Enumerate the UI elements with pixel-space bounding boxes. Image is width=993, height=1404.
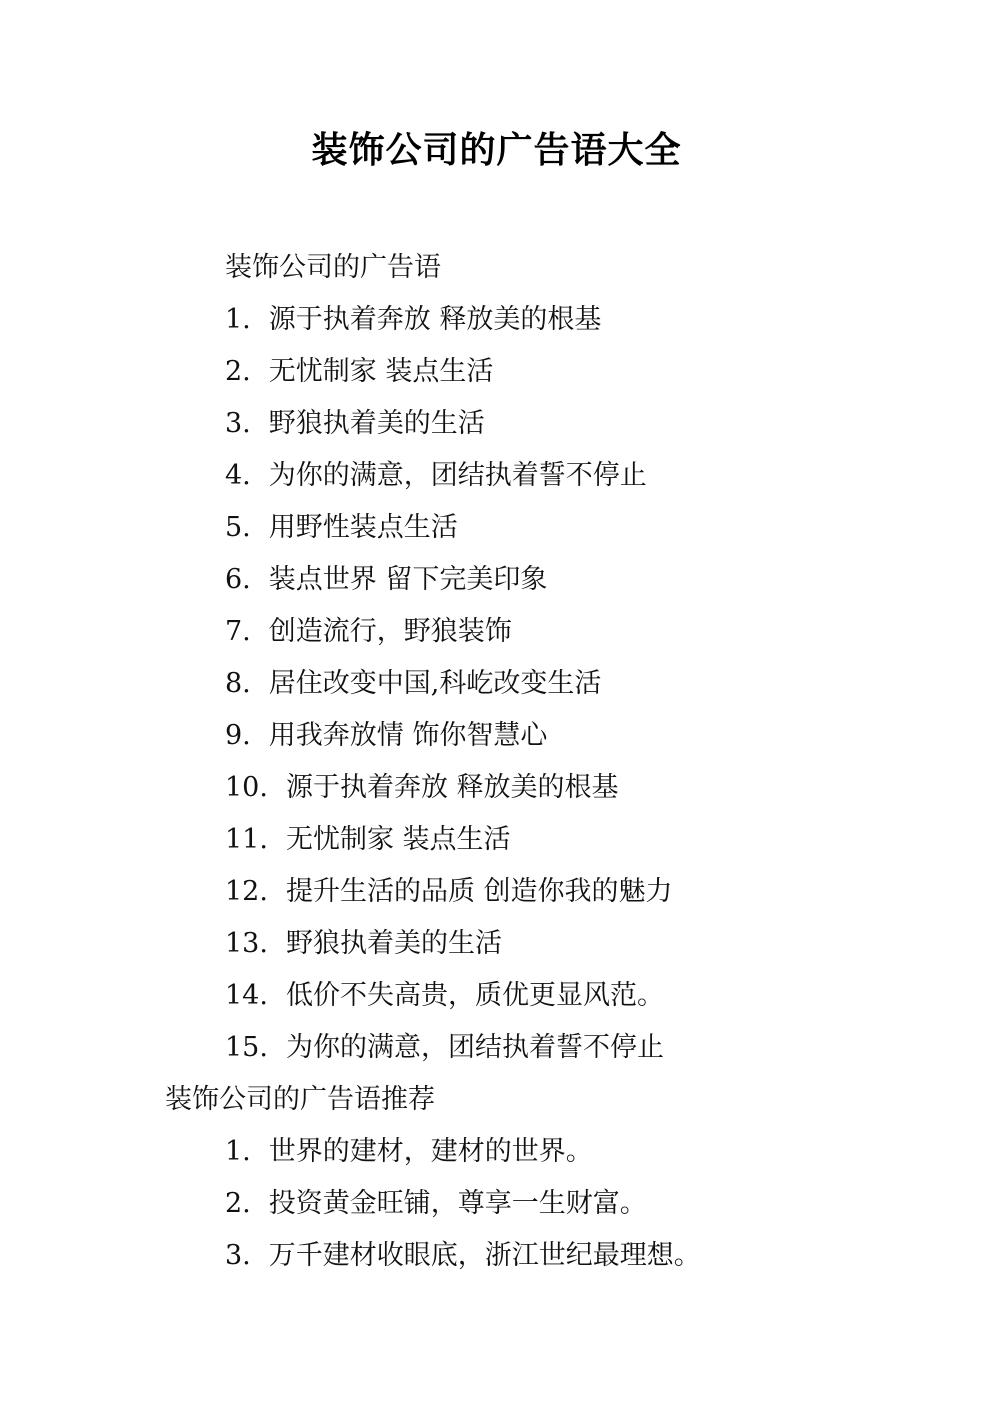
section-heading: 装饰公司的广告语推荐 xyxy=(165,1084,435,1115)
item-text: 创造流行，野狼装饰 xyxy=(268,616,512,647)
list-item xyxy=(225,562,547,598)
list-item xyxy=(225,1134,593,1170)
item-number: 3. xyxy=(225,408,251,439)
item-number: 15. xyxy=(225,1032,268,1063)
item-text: 用野性装点生活 xyxy=(268,512,458,543)
item-text: 为你的满意，团结执着誓不停止 xyxy=(268,460,647,491)
item-text: 装点世界 留下完美印象 xyxy=(268,564,548,595)
item-number: 12. xyxy=(225,876,268,907)
list-item xyxy=(225,302,601,338)
item-number: 14. xyxy=(225,980,268,1011)
item-text: 野狼执着美的生活 xyxy=(268,408,485,439)
item-text: 无忧制家 装点生活 xyxy=(285,824,511,855)
item-number: 9. xyxy=(225,720,251,751)
list-item xyxy=(225,978,664,1014)
item-text: 为你的满意，团结执着誓不停止 xyxy=(285,1032,664,1063)
list-item xyxy=(225,1238,701,1274)
list-item xyxy=(225,354,493,390)
list-item xyxy=(225,926,502,962)
list-item xyxy=(225,458,647,494)
list-item xyxy=(225,1030,664,1066)
list-item xyxy=(225,770,619,806)
item-number: 10. xyxy=(225,772,268,803)
list-item xyxy=(225,822,511,858)
list-item xyxy=(225,1186,647,1222)
section-heading: 装饰公司的广告语 xyxy=(225,252,441,283)
item-text: 无忧制家 装点生活 xyxy=(268,356,494,387)
item-text: 世界的建材，建材的世界。 xyxy=(268,1136,593,1167)
item-number: 13. xyxy=(225,928,268,959)
list-item xyxy=(225,666,601,702)
item-text: 野狼执着美的生活 xyxy=(285,928,502,959)
item-number: 11. xyxy=(225,824,268,855)
item-number: 6. xyxy=(225,564,251,595)
list-item xyxy=(225,718,547,754)
item-text: 低价不失高贵，质优更显风范。 xyxy=(285,980,664,1011)
item-text: 万千建材收眼底，浙江世纪最理想。 xyxy=(268,1240,701,1271)
item-number: 2. xyxy=(225,356,251,387)
item-text: 提升生活的品质 创造你我的魅力 xyxy=(285,876,673,907)
item-number: 1. xyxy=(225,1136,251,1167)
item-number: 7. xyxy=(225,616,251,647)
item-number: 8. xyxy=(225,668,251,699)
item-number: 2. xyxy=(225,1188,251,1219)
item-number: 4. xyxy=(225,460,251,491)
list-item xyxy=(225,510,458,546)
item-number: 5. xyxy=(225,512,251,543)
list-item xyxy=(225,874,673,910)
item-text: 用我奔放情 饰你智慧心 xyxy=(268,720,548,751)
list-item xyxy=(225,406,485,442)
item-text: 居住改变中国,科屹改变生活 xyxy=(268,668,602,699)
page-title: 装饰公司的广告语大全 xyxy=(311,130,682,171)
item-number: 3. xyxy=(225,1240,251,1271)
item-text: 源于执着奔放 释放美的根基 xyxy=(268,304,602,335)
item-number: 1. xyxy=(225,304,251,335)
item-text: 投资黄金旺铺，尊享一生财富。 xyxy=(268,1188,647,1219)
item-text: 源于执着奔放 释放美的根基 xyxy=(285,772,619,803)
list-item xyxy=(225,614,512,650)
